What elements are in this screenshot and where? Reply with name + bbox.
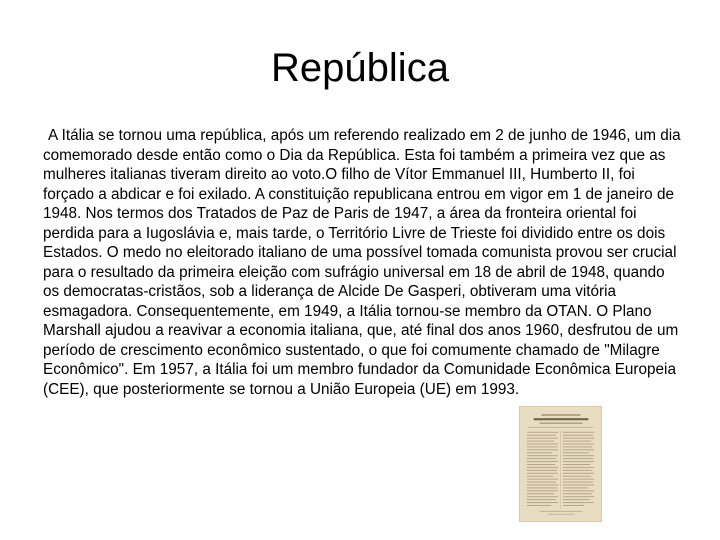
document-illustration (520, 407, 601, 521)
slide-title: República (271, 46, 449, 90)
slide-body-text: A Itália se tornou uma república, após um referendo realizado em 2 de junho de 1946, um dia comemorado desde então como o Dia da República. Esta foi também a primeira vez que as mulheres italianas tiveram direito ao voto.O filho de Vítor Emmanuel III, Humberto II, foi forçado a abdicar e foi exilado. A constituição republicana entrou em vigor em 1 de janeiro de 1948. Nos termos dos Tratados de Paz de Paris de 1947, a área da fronteira oriental foi perdida para a Iugoslávia e, mais tarde, o Território Livre de Trieste foi dividido entre os dois Estados. O medo no eleitorado italiano de uma possível tomada comunista provou ser crucial para o resultado da primeira eleição com sufrágio universal em 18 de abril de 1948, quando os democratas-cristãos, sob a liderança de Alcide De Gasperi, obtiveram uma vitória esmagadora. Consequentemente, em 1949, a Itália tornou-se membro da OTAN. O Plano Marshall ajudou a reavivar a economia italiana, que, até final dos anos 1960, desfrutou de um período de crescimento econômico sustentado, o que foi comumente chamado de "Milagre Econômico". Em 1957, a Itália foi um membro fundador da Comunidade Econômica Europeia (CEE), que posteriormente se tornou a União Europeia (UE) em 1993. (43, 127, 681, 398)
constitution-document-image (519, 406, 602, 522)
